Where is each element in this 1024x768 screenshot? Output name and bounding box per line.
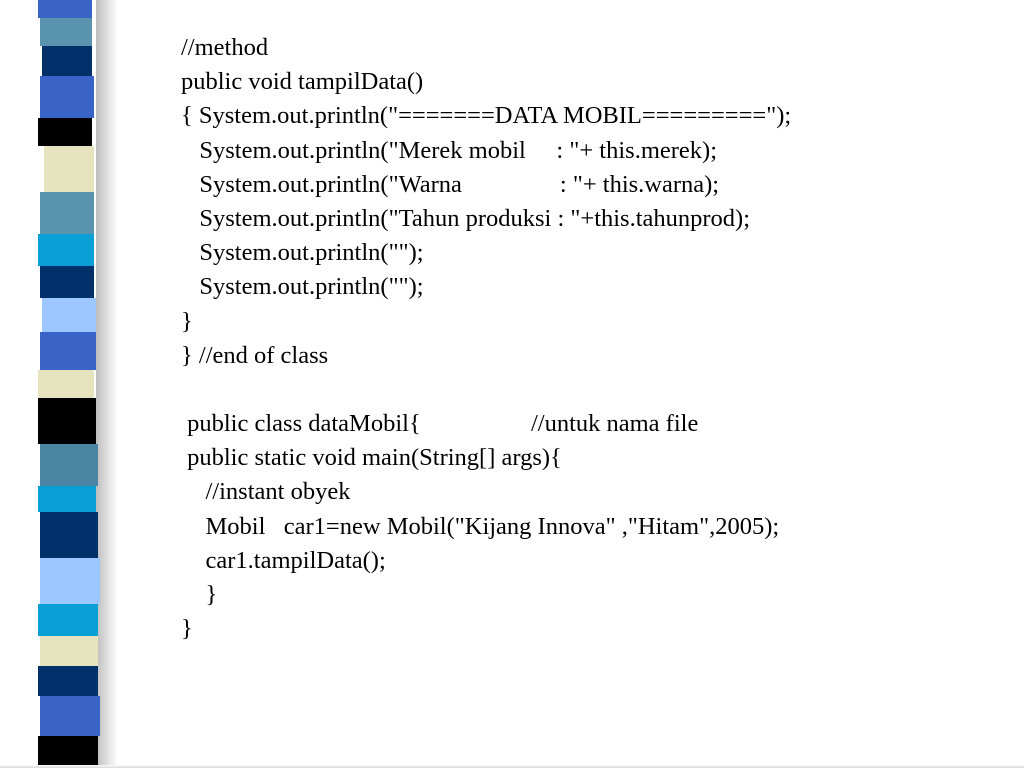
code-line: public void tampilData() xyxy=(181,68,424,96)
stripe-block xyxy=(38,604,98,636)
code-line: System.out.println("Tahun produksi : "+this.tahunprod); xyxy=(181,204,751,232)
code-line: } //end of class xyxy=(181,341,329,369)
code-line: { System.out.println("=======DATA MOBIL========="); xyxy=(181,102,792,130)
stripe-block xyxy=(40,636,98,666)
stripe-block xyxy=(38,398,96,444)
stripe-block xyxy=(40,18,92,46)
code-line: System.out.println("Warna : "+ this.warna); xyxy=(181,170,720,198)
code-block xyxy=(181,31,1001,646)
code-line: System.out.println(""); xyxy=(181,239,424,267)
stripe-block xyxy=(38,370,94,398)
stripe-block xyxy=(38,234,94,266)
decorative-stripe xyxy=(0,0,118,768)
code-line: System.out.println(""); xyxy=(181,273,424,301)
stripe-block xyxy=(40,266,94,298)
stripe-block xyxy=(40,696,100,736)
code-line-blank xyxy=(181,373,1001,407)
code-line: Mobil car1=new Mobil("Kijang Innova" ,"Hitam",2005); xyxy=(181,512,780,540)
code-line: car1.tampilData(); xyxy=(181,546,386,574)
stripe-block xyxy=(38,486,96,512)
code-line: } xyxy=(181,581,218,608)
stripe-block xyxy=(42,46,92,76)
code-line: } xyxy=(181,307,193,335)
stripe-block xyxy=(40,558,100,604)
code-line: //instant obyek xyxy=(181,478,351,506)
stripe-block xyxy=(38,118,92,146)
code-line: } xyxy=(181,615,193,643)
stripe-block xyxy=(40,332,96,370)
code-line: public static void main(String[] args){ xyxy=(181,444,562,472)
stripe-block xyxy=(40,76,94,118)
code-line: public class dataMobil{ //untuk nama file xyxy=(181,410,699,438)
stripe-block xyxy=(38,666,98,696)
stripe-block xyxy=(40,512,98,558)
stripe-block xyxy=(44,146,94,192)
stripe-block xyxy=(40,444,98,486)
stripe-block xyxy=(42,298,96,332)
stripe-block xyxy=(38,0,92,18)
code-line: System.out.println("Merek mobil : "+ this.merek); xyxy=(181,136,718,164)
stripe-block xyxy=(40,192,94,234)
code-line: //method xyxy=(181,34,269,61)
stripe-block xyxy=(38,736,98,768)
